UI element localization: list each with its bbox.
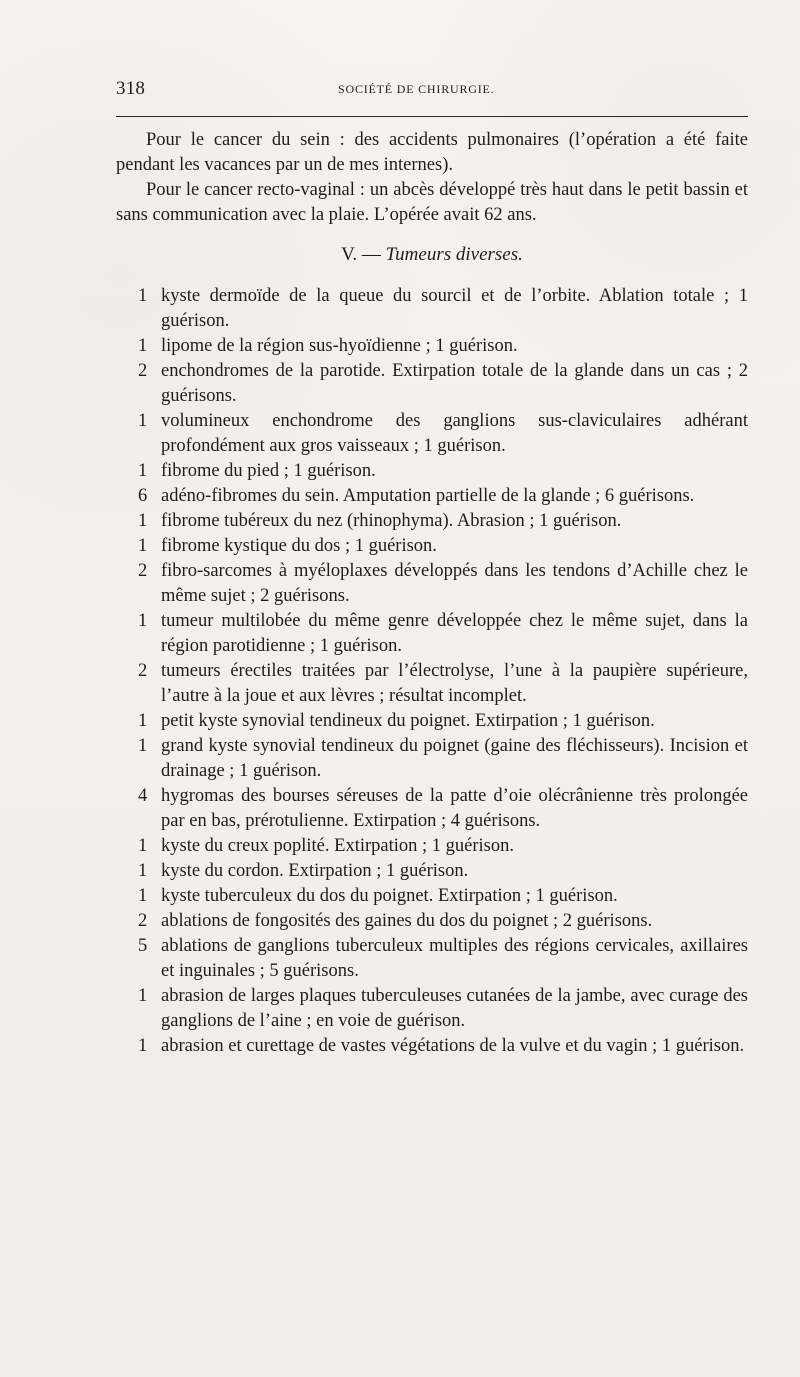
- entry-text: fibrome kystique du dos ; 1 guérison.: [161, 536, 437, 556]
- entry-text: grand kyste synovial tendineux du poignet (gaine des fléchisseurs). Incision et drainage ; 1 guérison.: [161, 736, 748, 781]
- entry-quantity: 4: [138, 786, 148, 806]
- section-title-text: Tumeurs diverses.: [385, 244, 523, 265]
- entry-text: volumineux enchondrome des ganglions sus-claviculaires adhérant profondément aux gros vaisseaux ; 1 guérison.: [161, 411, 748, 456]
- entry-text: kyste dermoïde de la queue du sourcil et de l’orbite. Ablation totale ; 1 guérison.: [161, 286, 748, 331]
- entry-quantity: 5: [138, 936, 148, 956]
- list-item: [116, 784, 748, 834]
- list-item: [116, 984, 748, 1034]
- entry-text: petit kyste synovial tendineux du poignet. Extirpation ; 1 guérison.: [161, 711, 655, 731]
- entry-text: fibrome tubéreux du nez (rhinophyma). Abrasion ; 1 guérison.: [161, 511, 622, 531]
- entry-quantity: 1: [138, 836, 148, 856]
- entry-quantity: 1: [138, 736, 148, 756]
- list-item: [116, 834, 748, 859]
- intro-paragraph-1: Pour le cancer du sein : des accidents pulmonaires (l’opération a été faite pendant les vacances par un de mes internes).: [116, 130, 748, 175]
- list-item: [116, 609, 748, 659]
- page-content: [116, 128, 748, 1059]
- list-item: [116, 1034, 748, 1059]
- header-rule: [116, 116, 748, 117]
- entry-quantity: 1: [138, 411, 148, 431]
- entry-quantity: 1: [138, 1036, 148, 1056]
- entry-quantity: 1: [138, 861, 148, 881]
- section-label: V. —: [341, 244, 381, 265]
- entry-quantity: 2: [138, 561, 148, 581]
- entry-text: kyste tuberculeux du dos du poignet. Extirpation ; 1 guérison.: [161, 886, 618, 906]
- entry-text: lipome de la région sus-hyoïdienne ; 1 guérison.: [161, 336, 518, 356]
- entry-quantity: 1: [138, 711, 148, 731]
- entry-text: enchondromes de la parotide. Extirpation totale de la glande dans un cas ; 2 guérisons.: [161, 361, 748, 406]
- entry-quantity: 1: [138, 886, 148, 906]
- entry-text: fibro-sarcomes à myéloplaxes développés dans les tendons d’Achille chez le même sujet ; 2 guérisons.: [161, 561, 748, 606]
- entry-text: adéno-fibromes du sein. Amputation partielle de la glande ; 6 guérisons.: [161, 486, 695, 506]
- list-item: [116, 534, 748, 559]
- intro-paragraph-2: Pour le cancer recto-vaginal : un abcès développé très haut dans le petit bassin et sans communication avec la plaie. L’opérée avait 62 ans.: [116, 180, 748, 225]
- list-item: [116, 284, 748, 334]
- entry-text: hygromas des bourses séreuses de la patte d’oie olécrânienne très prolongée par en bas, prérotulienne. Extirpation ; 4 guérisons.: [161, 786, 748, 831]
- entry-text: kyste du cordon. Extirpation ; 1 guérison.: [161, 861, 469, 881]
- running-head: SOCIÉTÉ DE CHIRURGIE.: [338, 82, 495, 96]
- entry-text: abrasion de larges plaques tuberculeuses cutanées de la jambe, avec curage des ganglions de l’aine ; en voie de guérison.: [161, 986, 748, 1031]
- entry-quantity: 1: [138, 336, 148, 356]
- entry-quantity: 1: [138, 536, 148, 556]
- list-item: [116, 884, 748, 909]
- entry-quantity: 1: [138, 511, 148, 531]
- entry-text: tumeurs érectiles traitées par l’électrolyse, l’une à la paupière supérieure, l’autre à la joue et aux lèvres ; résultat incomplet.: [161, 661, 748, 706]
- list-item: [116, 659, 748, 709]
- list-item: [116, 859, 748, 884]
- entry-quantity: 1: [138, 986, 148, 1006]
- list-item: [116, 334, 748, 359]
- entry-text: ablations de ganglions tuberculeux multiples des régions cervicales, axillaires et inguinales ; 5 guérisons.: [161, 936, 748, 981]
- list-item: [116, 359, 748, 409]
- entry-quantity: 2: [138, 661, 148, 681]
- tumor-list: [116, 284, 748, 1059]
- entry-quantity: 1: [138, 286, 148, 306]
- entry-quantity: 2: [138, 361, 148, 381]
- entry-text: fibrome du pied ; 1 guérison.: [161, 461, 376, 481]
- list-item: [116, 709, 748, 734]
- page-header: [116, 78, 748, 102]
- page-number: 318: [116, 78, 146, 99]
- section-heading: [116, 242, 748, 267]
- entry-text: abrasion et curettage de vastes végétations de la vulve et du vagin ; 1 guérison.: [161, 1036, 745, 1056]
- entry-quantity: 1: [138, 461, 148, 481]
- entry-text: kyste du creux poplité. Extirpation ; 1 guérison.: [161, 836, 514, 856]
- list-item: [116, 559, 748, 609]
- entry-quantity: 1: [138, 611, 148, 631]
- entry-quantity: 6: [138, 486, 148, 506]
- list-item: [116, 509, 748, 534]
- list-item: [116, 409, 748, 459]
- list-item: [116, 459, 748, 484]
- entry-text: ablations de fongosités des gaines du dos du poignet ; 2 guérisons.: [161, 911, 653, 931]
- list-item: [116, 484, 748, 509]
- entry-text: tumeur multilobée du même genre développée chez le même sujet, dans la région parotidienne ; 1 guérison.: [161, 611, 748, 656]
- list-item: [116, 734, 748, 784]
- list-item: [116, 934, 748, 984]
- entry-quantity: 2: [138, 911, 148, 931]
- list-item: [116, 909, 748, 934]
